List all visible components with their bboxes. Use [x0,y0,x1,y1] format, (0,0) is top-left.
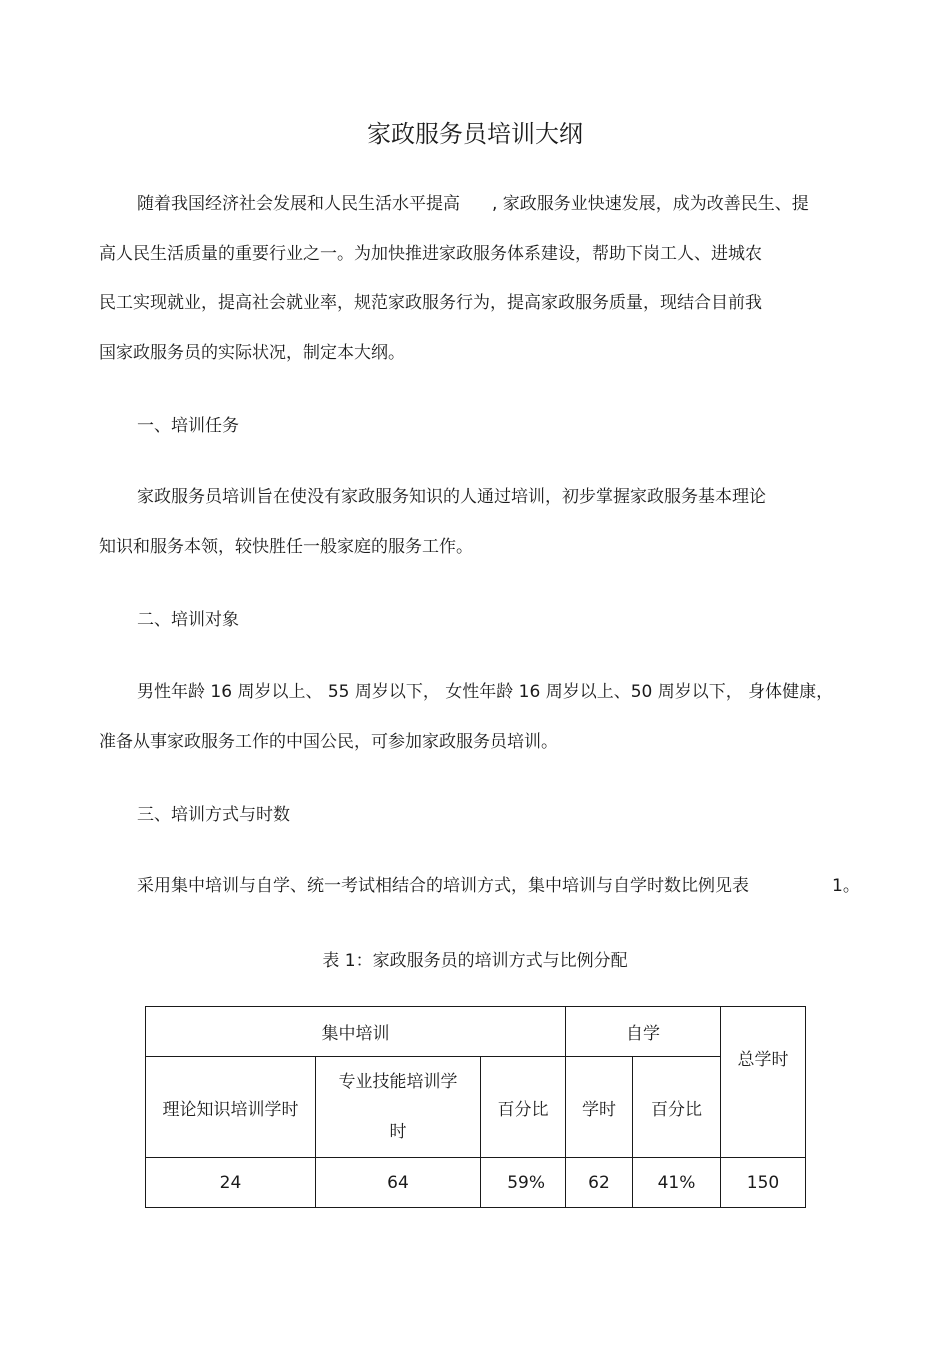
header-self-study-hours: 学时 [566,1057,633,1158]
header-percent-concentrated: 百分比 [481,1057,566,1158]
table-reference: 1。 [832,876,860,896]
header-total-hours [721,1007,806,1158]
header-skill-hours-line1: 专业技能培训学 [338,1072,458,1092]
cell-total-hours: 150 [721,1158,806,1208]
cell-skill-hours: 64 [316,1158,481,1208]
section-heading-training-target: 二、培训对象 [137,610,239,630]
header-skill-hours [316,1057,481,1158]
cell-percent-self-study: 41% [633,1158,721,1208]
section1-line-1: 家政服务员培训旨在使没有家政服务知识的人通过培训，初步掌握家政服务基本理论 [137,487,766,507]
intro-line-1b: , 家政服务业快速发展，成为改善民生、提 [492,194,809,214]
intro-line-2: 高人民生活质量的重要行业之一。为加快推进家政服务体系建设，帮助下岗工人、进城农 [99,244,762,264]
cell-self-study-hours: 62 [566,1158,633,1208]
section-heading-training-method: 三、培训方式与时数 [137,805,290,825]
group-header-self-study: 自学 [566,1007,721,1057]
header-total-hours-label: 总学时 [737,1049,789,1070]
header-theory-hours: 理论知识培训学时 [146,1057,316,1158]
intro-line-1a: 随着我国经济社会发展和人民生活水平提高 [137,194,460,214]
section1-line-2: 知识和服务本领，较快胜任一般家庭的服务工作。 [99,537,473,557]
table-group-header-row [146,1007,806,1057]
header-percent-self-study: 百分比 [633,1057,721,1158]
page-title: 家政服务员培训大纲 [367,120,583,148]
section2-line-2: 准备从事家政服务工作的中国公民，可参加家政服务员培训。 [99,732,558,752]
intro-line-3: 民工实现就业，提高社会就业率，规范家政服务行为，提高家政服务质量，现结合目前我 [99,293,762,313]
group-header-concentrated: 集中培训 [146,1007,566,1057]
section-heading-training-task: 一、培训任务 [137,416,239,436]
header-skill-hours-line2: 时 [389,1122,407,1142]
cell-percent-concentrated: 59% [481,1158,566,1208]
table-data-row [146,1158,806,1208]
table-column-header-row [146,1057,806,1158]
training-table [145,1006,806,1208]
section2-line-1: 男性年龄 16 周岁以上、 55 周岁以下， 女性年龄 16 周岁以上、50 周岁以下， 身体健康， [137,682,834,702]
cell-theory-hours: 24 [146,1158,316,1208]
table-caption: 表 1：家政服务员的培训方式与比例分配 [322,951,628,971]
intro-line-4: 国家政服务员的实际状况，制定本大纲。 [99,343,405,363]
section3-line: 采用集中培训与自学、统一考试相结合的培训方式，集中培训与自学时数比例见表 [137,876,749,896]
